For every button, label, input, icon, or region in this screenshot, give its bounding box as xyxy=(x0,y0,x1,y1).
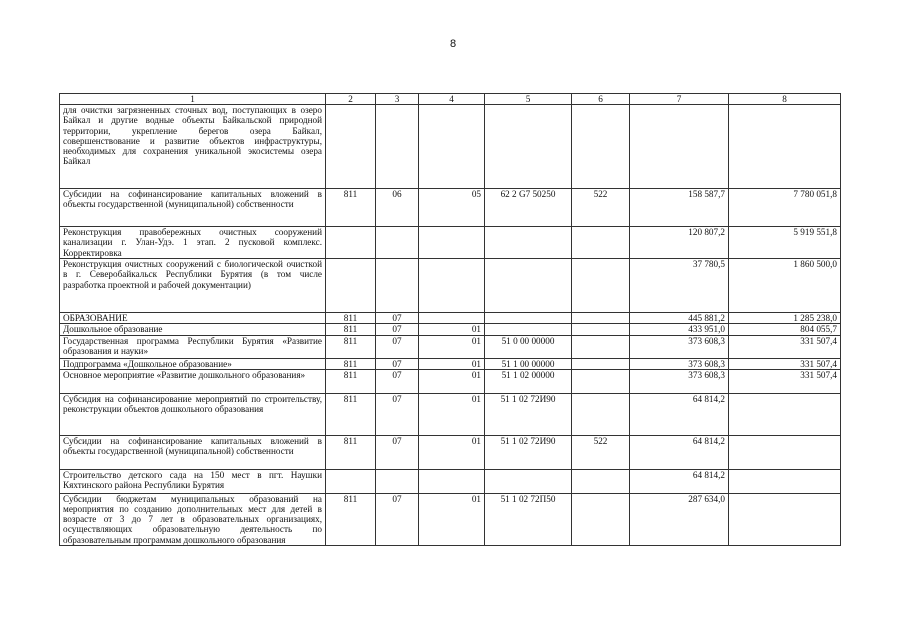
subsection-cell: 01 xyxy=(419,369,485,393)
table-row xyxy=(60,393,841,435)
budget-table xyxy=(59,93,841,546)
section-cell: 07 xyxy=(376,369,419,393)
amount-2023-cell: 373 608,3 xyxy=(630,335,729,358)
code-cell xyxy=(326,259,376,313)
amount-2023-cell: 120 807,2 xyxy=(630,227,729,259)
column-header: 7 xyxy=(630,94,729,105)
code-cell xyxy=(326,105,376,189)
amount-2023-cell: 37 780,5 xyxy=(630,259,729,313)
description-cell: Субсидии на софинансирование капитальных вложений в объекты государственной (муниципальной) собственности xyxy=(60,435,326,469)
target-article-cell xyxy=(485,227,572,259)
description-cell: Реконструкция правобережных очистных сооружений канализации г. Улан-Удэ. 1 этап. 2 пусковой комплекс. Корректировка xyxy=(60,227,326,259)
amount-2024-cell xyxy=(729,469,841,493)
section-cell: 07 xyxy=(376,493,419,545)
expense-type-cell: 522 xyxy=(572,189,630,227)
target-article-cell xyxy=(485,313,572,324)
description-cell: Реконструкция очистных сооружений с биологической очисткой в г. Северобайкальск Республики Бурятия (в том числе разработка проектной и рабочей документации) xyxy=(60,259,326,313)
expense-type-cell xyxy=(572,469,630,493)
code-cell: 811 xyxy=(326,369,376,393)
target-article-cell: 51 1 02 72П50 xyxy=(485,493,572,545)
code-cell: 811 xyxy=(326,493,376,545)
section-cell: 07 xyxy=(376,358,419,369)
target-article-cell xyxy=(485,469,572,493)
section-cell xyxy=(376,259,419,313)
code-cell xyxy=(326,469,376,493)
amount-2024-cell: 331 507,4 xyxy=(729,369,841,393)
table-row xyxy=(60,358,841,369)
subsection-cell: 01 xyxy=(419,493,485,545)
subsection-cell xyxy=(419,313,485,324)
expense-type-cell xyxy=(572,313,630,324)
description-cell: Строительство детского сада на 150 мест в пгт. Наушки Кяхтинского района Республики Бурятия xyxy=(60,469,326,493)
amount-2023-cell: 373 608,3 xyxy=(630,369,729,393)
description-cell: Подпрограмма «Дошкольное образование» xyxy=(60,358,326,369)
table-row xyxy=(60,227,841,259)
target-article-cell: 62 2 G7 50250 xyxy=(485,189,572,227)
section-cell xyxy=(376,469,419,493)
expense-type-cell xyxy=(572,227,630,259)
expense-type-cell xyxy=(572,393,630,435)
expense-type-cell xyxy=(572,493,630,545)
subsection-cell xyxy=(419,259,485,313)
subsection-cell: 05 xyxy=(419,189,485,227)
amount-2023-cell: 433 951,0 xyxy=(630,324,729,335)
description-cell: Дошкольное образование xyxy=(60,324,326,335)
target-article-cell: 51 0 00 00000 xyxy=(485,335,572,358)
code-cell xyxy=(326,227,376,259)
description-cell: Основное мероприятие «Развитие дошкольного образования» xyxy=(60,369,326,393)
amount-2024-cell: 1 285 238,0 xyxy=(729,313,841,324)
page-number: 8 xyxy=(449,38,457,50)
expense-type-cell xyxy=(572,335,630,358)
table-row xyxy=(60,335,841,358)
column-header: 8 xyxy=(729,94,841,105)
column-header: 5 xyxy=(485,94,572,105)
description-cell: Субсидии на софинансирование капитальных вложений в объекты государственной (муниципальной) собственности xyxy=(60,189,326,227)
target-article-cell: 51 1 00 00000 xyxy=(485,358,572,369)
section-cell: 07 xyxy=(376,313,419,324)
amount-2024-cell: 1 860 500,0 xyxy=(729,259,841,313)
subsection-cell: 01 xyxy=(419,335,485,358)
section-cell xyxy=(376,227,419,259)
target-article-cell: 51 1 02 72И90 xyxy=(485,435,572,469)
subsection-cell: 01 xyxy=(419,393,485,435)
code-cell: 811 xyxy=(326,435,376,469)
amount-2024-cell xyxy=(729,493,841,545)
subsection-cell: 01 xyxy=(419,358,485,369)
column-header: 4 xyxy=(419,94,485,105)
amount-2024-cell: 5 919 551,8 xyxy=(729,227,841,259)
subsection-cell: 01 xyxy=(419,435,485,469)
code-cell: 811 xyxy=(326,324,376,335)
table-header-row xyxy=(60,94,841,105)
expense-type-cell xyxy=(572,259,630,313)
expense-type-cell xyxy=(572,369,630,393)
amount-2023-cell: 64 814,2 xyxy=(630,393,729,435)
code-cell: 811 xyxy=(326,313,376,324)
amount-2024-cell xyxy=(729,393,841,435)
amount-2024-cell: 7 780 051,8 xyxy=(729,189,841,227)
expense-type-cell: 522 xyxy=(572,435,630,469)
table-row xyxy=(60,493,841,545)
table-row xyxy=(60,189,841,227)
amount-2024-cell: 331 507,4 xyxy=(729,335,841,358)
amount-2024-cell xyxy=(729,105,841,189)
amount-2023-cell xyxy=(630,105,729,189)
column-header: 1 xyxy=(60,94,326,105)
table-row xyxy=(60,324,841,335)
target-article-cell xyxy=(485,324,572,335)
section-cell: 07 xyxy=(376,435,419,469)
code-cell: 811 xyxy=(326,393,376,435)
code-cell: 811 xyxy=(326,335,376,358)
subsection-cell xyxy=(419,469,485,493)
amount-2024-cell: 804 055,7 xyxy=(729,324,841,335)
section-cell: 06 xyxy=(376,189,419,227)
description-cell: Государственная программа Республики Бурятия «Развитие образования и науки» xyxy=(60,335,326,358)
amount-2024-cell xyxy=(729,435,841,469)
expense-type-cell xyxy=(572,358,630,369)
subsection-cell xyxy=(419,105,485,189)
amount-2023-cell: 158 587,7 xyxy=(630,189,729,227)
section-cell xyxy=(376,105,419,189)
subsection-cell xyxy=(419,227,485,259)
table-row xyxy=(60,435,841,469)
amount-2023-cell: 445 881,2 xyxy=(630,313,729,324)
column-header: 6 xyxy=(572,94,630,105)
amount-2023-cell: 287 634,0 xyxy=(630,493,729,545)
description-cell: ОБРАЗОВАНИЕ xyxy=(60,313,326,324)
section-cell: 07 xyxy=(376,393,419,435)
column-header: 2 xyxy=(326,94,376,105)
table-row xyxy=(60,469,841,493)
expense-type-cell xyxy=(572,105,630,189)
description-cell: Субсидии бюджетам муниципальных образований на мероприятия по созданию дополнительных мест для детей в возрасте от 3 до 7 лет в образовательных организациях, осуществляющих образовательную деятельность по образовательным программам дошкольного образования xyxy=(60,493,326,545)
table-row xyxy=(60,369,841,393)
table-row xyxy=(60,313,841,324)
target-article-cell xyxy=(485,105,572,189)
table-row xyxy=(60,259,841,313)
description-cell: Субсидия на софинансирование мероприятий по строительству, реконструкции объектов дошкольного образования xyxy=(60,393,326,435)
subsection-cell: 01 xyxy=(419,324,485,335)
code-cell: 811 xyxy=(326,189,376,227)
expense-type-cell xyxy=(572,324,630,335)
section-cell: 07 xyxy=(376,335,419,358)
column-header: 3 xyxy=(376,94,419,105)
amount-2023-cell: 64 814,2 xyxy=(630,435,729,469)
table-row xyxy=(60,105,841,189)
target-article-cell: 51 1 02 00000 xyxy=(485,369,572,393)
amount-2023-cell: 373 608,3 xyxy=(630,358,729,369)
target-article-cell: 51 1 02 72И90 xyxy=(485,393,572,435)
code-cell: 811 xyxy=(326,358,376,369)
target-article-cell xyxy=(485,259,572,313)
description-cell: для очистки загрязненных сточных вод, поступающих в озеро Байкал и другие водные объекты Байкальской природной территории, укрепление берегов озера Байкал, совершенствование и развитие объектов инфраструктуры, необходимых для сохранения уникальной экосистемы озера Байкал xyxy=(60,105,326,189)
amount-2023-cell: 64 814,2 xyxy=(630,469,729,493)
amount-2024-cell: 331 507,4 xyxy=(729,358,841,369)
section-cell: 07 xyxy=(376,324,419,335)
